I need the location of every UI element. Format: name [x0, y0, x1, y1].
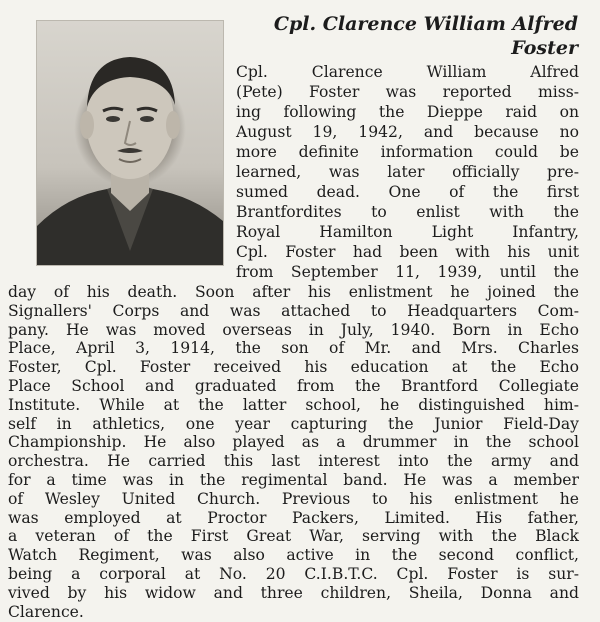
body-line: (Pete) Foster was reported miss-	[236, 83, 579, 101]
body-line: a veteran of the First Great War, serving with the Black	[8, 527, 579, 546]
body-line: August 19, 1942, and because no	[236, 123, 579, 141]
body-line: Watch Regiment, was also active in the second conflict,	[8, 546, 579, 565]
title-line-2: Foster	[511, 37, 578, 59]
portrait-illustration	[37, 21, 223, 265]
body-line: more definite information could be	[236, 143, 579, 161]
body-line: Foster, Cpl. Foster received his education at the Echo	[8, 358, 579, 377]
body-line: Place, April 3, 1914, the son of Mr. and Mrs. Charles	[8, 339, 579, 358]
body-line: Place School and graduated from the Brantford Collegiate	[8, 377, 579, 395]
body-line: self in athletics, one year capturing the Junior Field-Day	[8, 414, 579, 433]
body-line: Cpl. Clarence William Alfred	[236, 63, 579, 81]
body-line: Brantfordites to enlist with the	[236, 203, 579, 221]
body-line: of Wesley United Church. Previous to his enlistment he	[8, 489, 579, 508]
body-line: sumed dead. One of the first	[236, 183, 579, 201]
body-line: vived by his widow and three children, Sheila, Donna and	[8, 583, 579, 602]
body-line: Cpl. Foster had been with his unit	[236, 243, 579, 261]
body-line: Championship. He also played as a drummer in the school	[8, 433, 579, 452]
portrait-photo	[36, 20, 224, 266]
body-line: from September 11, 1939, until the	[236, 263, 579, 281]
body-line: for a time was in the regimental band. He was a member	[8, 471, 579, 489]
body-line: was employed at Proctor Packers, Limited. His father,	[8, 508, 579, 527]
body-line: day of his death. Soon after his enlistment he joined the	[8, 283, 579, 301]
body-line: pany. He was moved overseas in July, 1940. Born in Echo	[8, 320, 579, 339]
body-line: Clarence.	[8, 602, 84, 621]
body-line: Signallers' Corps and was attached to Headquarters Com-	[8, 301, 579, 320]
body-line: learned, was later officially pre-	[236, 163, 579, 181]
body-line: being a corporal at No. 20 C.I.B.T.C. Cpl. Foster is sur-	[8, 565, 579, 583]
body-line: Institute. While at the latter school, he distinguished him-	[8, 395, 579, 414]
body-line: ing following the Dieppe raid on	[236, 103, 579, 121]
body-line: orchestra. He carried this last interest into the army and	[8, 452, 579, 471]
body-line: Royal Hamilton Light Infantry,	[236, 223, 579, 241]
article-title	[232, 12, 578, 60]
title-line-1: Cpl. Clarence William Alfred	[273, 13, 578, 35]
